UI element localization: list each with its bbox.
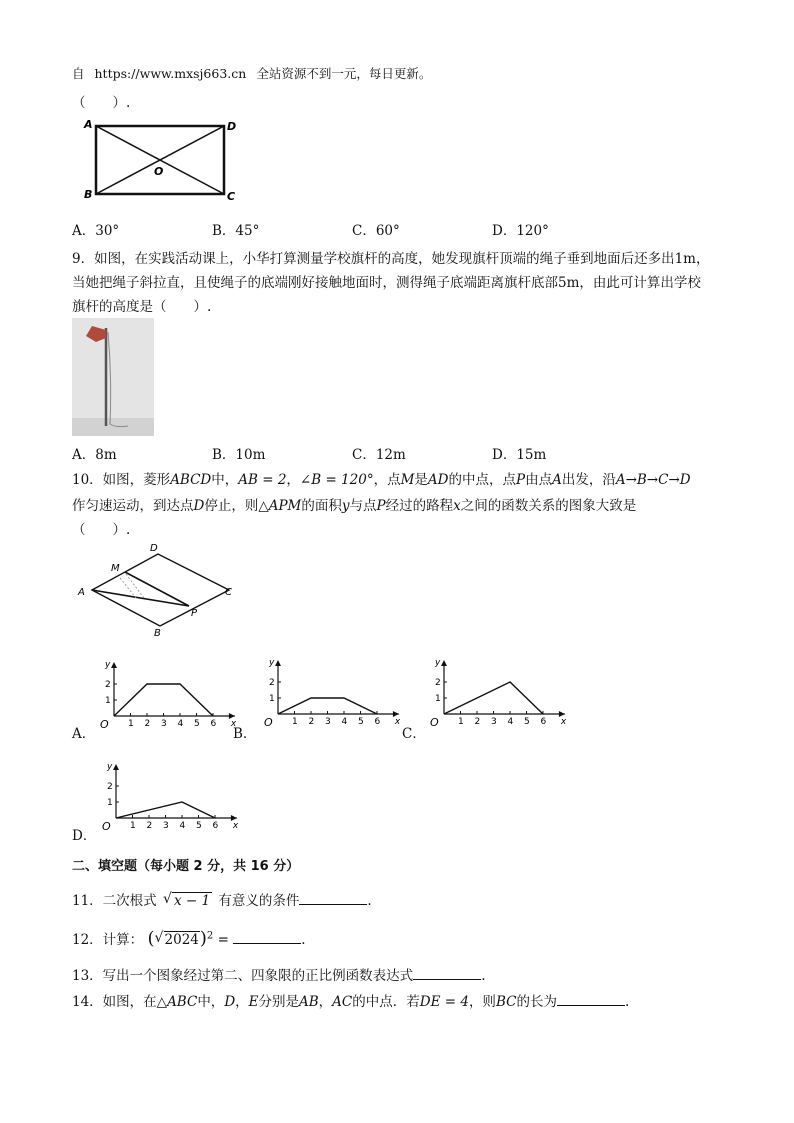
q8-option-c[interactable]: C．60° bbox=[352, 223, 400, 239]
origin-label: O bbox=[102, 820, 111, 833]
label-d: D bbox=[227, 120, 237, 133]
x-tick-label: 2 bbox=[146, 821, 153, 831]
q8-option-b[interactable]: B．45° bbox=[212, 223, 260, 239]
x-tick-label: 2 bbox=[474, 717, 481, 727]
y-tick-label: 2 bbox=[107, 782, 113, 792]
answer-blank-11[interactable] bbox=[299, 892, 367, 905]
x-tick-label: 1 bbox=[458, 717, 464, 727]
y-axis-label: y bbox=[269, 658, 275, 668]
x-axis-label: x bbox=[230, 719, 236, 729]
x-tick-label: 6 bbox=[210, 719, 217, 729]
q9-option-d[interactable]: D．15m bbox=[492, 447, 547, 463]
label-a: A bbox=[78, 587, 85, 598]
y-axis-label: y bbox=[107, 762, 113, 772]
q9-option-a[interactable]: A．8m bbox=[72, 447, 117, 463]
x-axis-label: x bbox=[394, 717, 400, 727]
label-c: C bbox=[225, 587, 232, 598]
x-tick-label: 1 bbox=[130, 821, 136, 831]
x-axis-label: x bbox=[232, 821, 239, 831]
q10-line2: 作匀速运动，到达点D停止，则△APM的面积y与点P经过的路程x之间的函数关系的图象大致是 bbox=[72, 498, 637, 514]
header-line bbox=[72, 64, 431, 82]
header-note: 全站资源不到一元，每日更新。 bbox=[256, 66, 432, 81]
x-tick-label: 5 bbox=[358, 717, 364, 727]
y-arrow bbox=[441, 660, 447, 666]
x-tick-label: 5 bbox=[196, 821, 202, 831]
y-tick-label: 2 bbox=[269, 678, 275, 688]
x-tick-label: 3 bbox=[491, 717, 497, 727]
rhombus-figure bbox=[74, 540, 244, 640]
y-arrow bbox=[111, 662, 117, 668]
x-tick-label: 1 bbox=[128, 719, 134, 729]
q12: 12．计算： ( √ 2024)$^2$ = . bbox=[72, 928, 306, 949]
q10-graph-b[interactable] bbox=[262, 656, 400, 734]
q10-option-d-letter[interactable]: D． bbox=[72, 828, 97, 844]
q9-line2: 当她把绳子斜拉直，且使绳子的底端刚好接触地面时，测得绳子底端距离旗杆底部5m，由此可计算出学校 bbox=[72, 275, 701, 291]
label-d: D bbox=[150, 543, 158, 554]
x-tick-label: 2 bbox=[144, 719, 151, 729]
x-tick-label: 4 bbox=[507, 717, 514, 727]
q9-line1: 9．如图，在实践活动课上，小华打算测量学校旗杆的高度，她发现旗杆顶端的绳子垂到地面后还多出1m， bbox=[72, 251, 710, 267]
y-tick-label: 2 bbox=[435, 678, 441, 688]
x-tick-label: 6 bbox=[374, 717, 381, 727]
x-tick-label: 3 bbox=[161, 719, 167, 729]
q10-option-a-letter[interactable]: A． bbox=[72, 726, 96, 742]
radical: √ x − 1 bbox=[162, 891, 211, 909]
x-tick-label: 4 bbox=[341, 717, 348, 727]
q10-graph-a[interactable] bbox=[98, 658, 236, 736]
flagpole-photo bbox=[72, 318, 154, 436]
x-tick-label: 5 bbox=[524, 717, 530, 727]
label-p: P bbox=[191, 608, 198, 619]
q10-graph-c[interactable] bbox=[428, 656, 568, 734]
answer-blank-14[interactable] bbox=[557, 993, 625, 1006]
x-tick-label: 5 bbox=[194, 719, 200, 729]
function-curve bbox=[444, 682, 543, 714]
x-tick-label: 1 bbox=[292, 717, 298, 727]
x-tick-label: 3 bbox=[163, 821, 169, 831]
header-url[interactable]: https://www.mxsj663.cn bbox=[94, 66, 247, 81]
header-prefix: 自 bbox=[72, 66, 85, 81]
q10-line1: 10．如图，菱形ABCD中，AB = 2，∠B = 120°，点M是AD的中点，点P由点A出发，沿A→B→C→D bbox=[72, 472, 691, 488]
y-axis-label: y bbox=[105, 660, 111, 670]
q10-option-b-letter[interactable]: B． bbox=[233, 726, 257, 742]
y-tick-label: 1 bbox=[105, 696, 111, 706]
label-c: C bbox=[227, 190, 236, 203]
y-tick-label: 2 bbox=[105, 680, 111, 690]
origin-label: O bbox=[100, 718, 109, 731]
function-curve bbox=[114, 684, 213, 716]
q11: 11．二次根式 √ x − 1 有意义的条件 . bbox=[72, 891, 372, 909]
q14: 14．如图，在△ABC中，D，E分别是AB，AC的中点．若DE = 4，则BC的长为 . bbox=[72, 994, 630, 1010]
x-tick-label: 4 bbox=[179, 821, 186, 831]
q8-rectangle-figure bbox=[76, 116, 246, 216]
section-title: 二、填空题（每小题 2 分，共 16 分） bbox=[72, 859, 300, 874]
q8-option-d[interactable]: D．120° bbox=[492, 223, 549, 239]
label-b: B bbox=[84, 188, 93, 201]
answer-blank-13[interactable] bbox=[413, 967, 481, 980]
x-tick-label: 2 bbox=[308, 717, 315, 727]
q10-graph-d[interactable] bbox=[100, 760, 240, 838]
y-arrow bbox=[113, 764, 119, 770]
y-tick-label: 1 bbox=[269, 694, 275, 704]
x-tick-label: 4 bbox=[177, 719, 184, 729]
label-b: B bbox=[154, 628, 161, 639]
y-tick-label: 1 bbox=[107, 798, 113, 808]
x-tick-label: 6 bbox=[540, 717, 547, 727]
q10-option-c-letter[interactable]: C． bbox=[402, 726, 426, 742]
label-a: A bbox=[84, 118, 93, 131]
q9-option-c[interactable]: C．12m bbox=[352, 447, 406, 463]
x-tick-label: 3 bbox=[325, 717, 331, 727]
y-axis-label: y bbox=[435, 658, 441, 668]
q8-option-a[interactable]: A．30° bbox=[72, 223, 120, 239]
q10-line3: （ ）. bbox=[72, 522, 131, 538]
label-o: O bbox=[154, 165, 164, 178]
q9-line3: 旗杆的高度是（ ）. bbox=[72, 299, 212, 315]
y-arrow bbox=[275, 660, 281, 666]
q8-bracket: （ ）. bbox=[72, 95, 131, 111]
y-tick-label: 1 bbox=[435, 694, 441, 704]
answer-blank-12[interactable] bbox=[233, 931, 301, 944]
q9-option-b[interactable]: B．10m bbox=[212, 447, 266, 463]
x-axis-label: x bbox=[560, 717, 567, 727]
x-tick-label: 6 bbox=[212, 821, 219, 831]
q13: 13．写出一个图象经过第二、四象限的正比例函数表达式 . bbox=[72, 968, 486, 984]
origin-label: O bbox=[430, 716, 439, 729]
origin-label: O bbox=[264, 716, 273, 729]
label-m: M bbox=[111, 563, 120, 574]
